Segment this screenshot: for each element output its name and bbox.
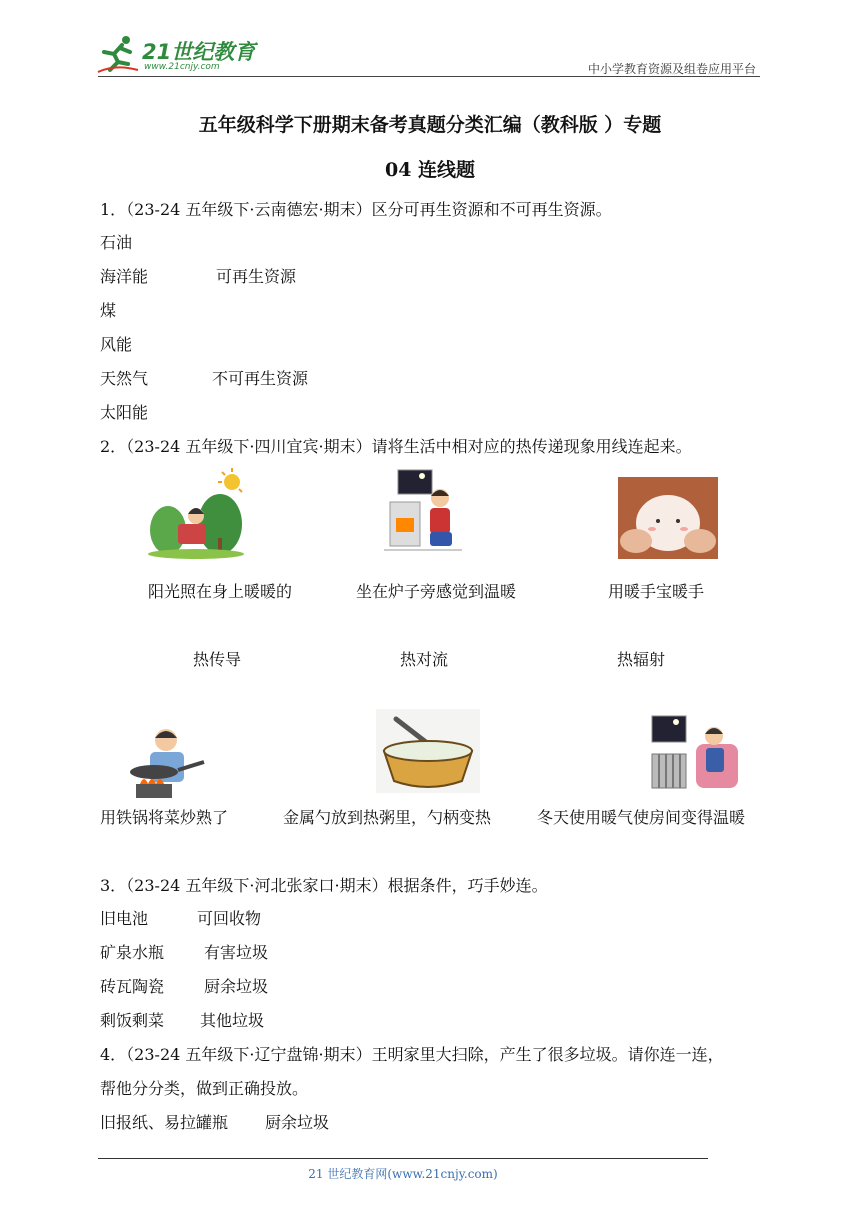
page-subtitle: 04 连线题	[384, 159, 476, 181]
q4-stem-continued: 帮他分分类，做到正确投放。	[100, 1079, 309, 1098]
q1-stem: 1．（23-24 五年级下·云南德宏·期末）区分可再生资源和不可再生资源。	[100, 200, 612, 219]
q3-right-item: 其他垃圾	[200, 1011, 265, 1030]
sunshine-picture	[146, 468, 246, 560]
q2-bottom-caption: 用铁锅将菜炒熟了	[100, 808, 229, 827]
logo	[96, 34, 266, 76]
q1-left-item: 海洋能	[100, 267, 149, 286]
logo-text: 21世纪教育	[142, 40, 256, 64]
q1-left-item: 风能	[100, 335, 133, 354]
q2-bottom-caption: 金属勺放到热粥里，勺柄变热	[283, 808, 492, 827]
q4-left-item: 旧报纸、易拉罐瓶	[100, 1113, 229, 1132]
q3-right-item: 厨余垃圾	[204, 977, 269, 996]
stove-picture	[384, 468, 462, 554]
runner-logo-icon	[96, 34, 140, 74]
q3-right-item: 有害垃圾	[204, 943, 269, 962]
page-title: 五年级科学下册期末备考真题分类汇编（教科版 ）专题	[198, 114, 662, 136]
q3-left-item: 剩饭剩菜	[100, 1011, 165, 1030]
q3-left-item: 旧电池	[100, 909, 149, 928]
porridge-bowl-picture	[376, 709, 480, 793]
q1-left-item: 太阳能	[100, 403, 149, 422]
q2-middle-item: 热对流	[400, 650, 449, 669]
q3-left-item: 矿泉水瓶	[100, 943, 165, 962]
q2-top-caption: 阳光照在身上暖暖的	[148, 582, 293, 601]
q2-middle-item: 热传导	[193, 650, 242, 669]
q1-left-item: 煤	[100, 301, 117, 320]
radiator-picture	[650, 714, 742, 794]
header-divider	[98, 76, 760, 77]
q1-left-item: 天然气	[100, 369, 149, 388]
logo-url: www.21cnjy.com	[144, 62, 220, 72]
hand-warmer-picture	[618, 477, 718, 559]
q1-left-item: 石油	[100, 233, 133, 252]
q4-right-item: 厨余垃圾	[265, 1113, 330, 1132]
q3-right-item: 可回收物	[197, 909, 262, 928]
q1-right-item: 可再生资源	[216, 267, 297, 286]
q2-bottom-caption: 冬天使用暖气使房间变得温暖	[537, 808, 746, 827]
q3-stem: 3．（23-24 五年级下·河北张家口·期末）根据条件，巧手妙连。	[100, 876, 548, 895]
wok-cooking-picture	[124, 724, 212, 800]
q2-stem: 2．（23-24 五年级下·四川宜宾·期末）请将生活中相对应的热传递现象用线连起来。	[100, 437, 692, 456]
q4-stem: 4．（23-24 五年级下·辽宁盘锦·期末）王明家里大扫除，产生了很多垃圾。请你连一连，	[100, 1045, 724, 1064]
platform-name: 中小学教育资源及组卷应用平台	[587, 62, 756, 76]
q2-top-caption: 用暖手宝暖手	[608, 582, 705, 601]
q3-left-item: 砖瓦陶瓷	[100, 977, 165, 996]
footer-divider	[98, 1158, 708, 1159]
q1-right-item: 不可再生资源	[212, 369, 309, 388]
q2-middle-item: 热辐射	[617, 650, 666, 669]
footer-text: 21 世纪教育网(www.21cnjy.com)	[308, 1167, 498, 1181]
q2-top-caption: 坐在炉子旁感觉到温暖	[356, 582, 517, 601]
